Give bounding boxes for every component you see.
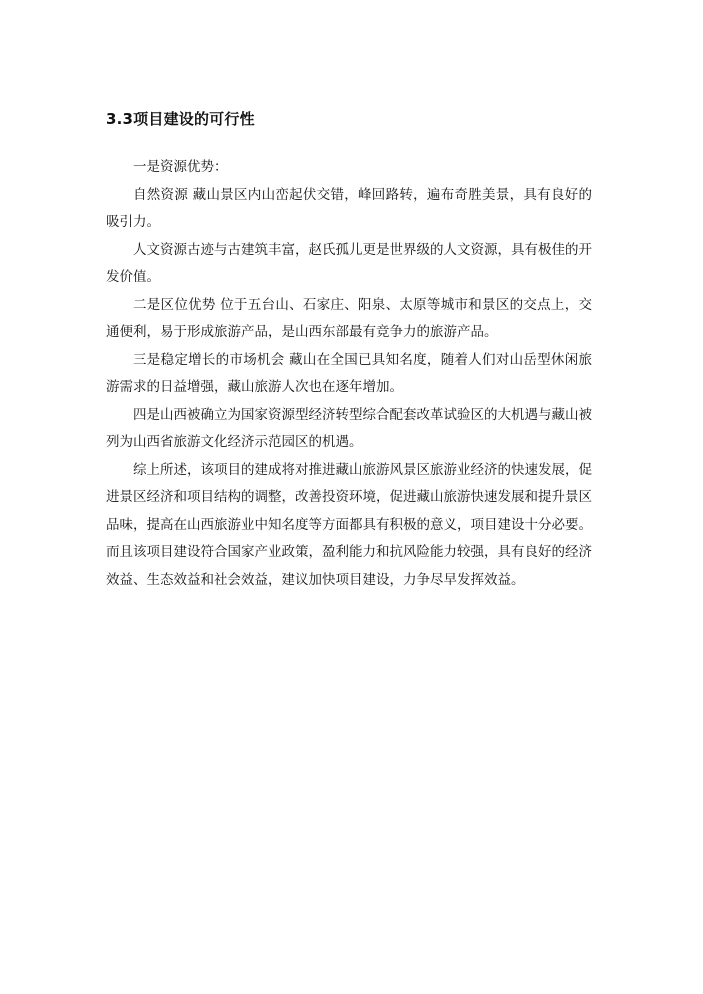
paragraph-policy-opportunity: 四是山西被确立为国家资源型经济转型综合配套改革试验区的大机遇与藏山被列为山西省旅游文化经济示范园区的机遇。 xyxy=(106,406,592,450)
paragraph-resource-advantage: 一是资源优势： xyxy=(133,159,228,175)
paragraph-natural-resources: 自然资源 藏山景区内山峦起伏交错，峰回路转，遍布奇胜美景，具有良好的吸引力。 xyxy=(106,186,592,230)
paragraph-location-advantage: 二是区位优势 位于五台山、石家庄、阳泉、太原等城市和景区的交点上，交通便利，易于形成旅游产品，是山西东部最有竞争力的旅游产品。 xyxy=(106,296,592,340)
paragraph-cultural-resources: 人文资源古迹与古建筑丰富，赵氏孤儿更是世界级的人文资源，具有极佳的开发价值。 xyxy=(106,241,592,285)
paragraph-conclusion: 综上所述，该项目的建成将对推进藏山旅游风景区旅游业经济的快速发展，促进景区经济和项目结构的调整，改善投资环境，促进藏山旅游快速发展和提升景区品味，提高在山西旅游业中知名度等方面都具有积极的意义，项目建设十分必要。而且该项目建设符合国家产业政策，盈利能力和抗风险能力较强，具有良好的经济效益、生态效益和社会效益，建议加快项目建设，力争尽早发挥效益。 xyxy=(106,461,592,588)
paragraph-market-opportunity: 三是稳定增长的市场机会 藏山在全国已具知名度，随着人们对山岳型休闲旅游需求的日益增强，藏山旅游人次也在逐年增加。 xyxy=(106,351,592,395)
document-body xyxy=(106,154,592,594)
section-heading: 3.3项目建设的可行性 xyxy=(106,110,255,128)
